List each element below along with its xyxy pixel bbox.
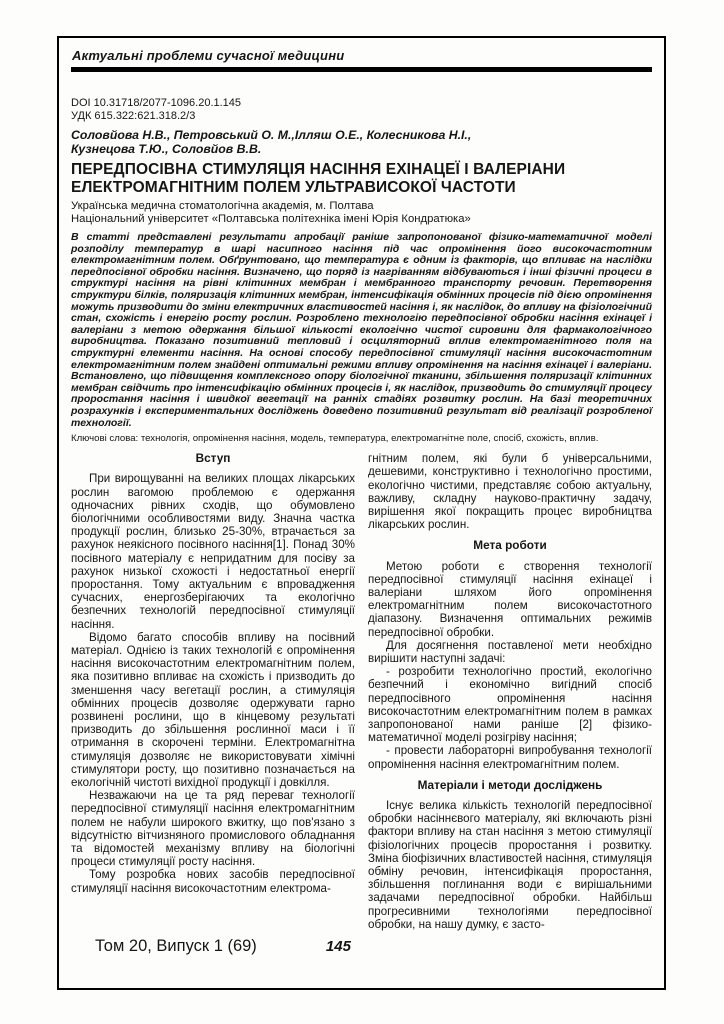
keywords-line: Ключові слова: технологія, опромінення насіння, модель, температура, електромагнітне поле, спосіб, схожість, вплив. <box>71 433 599 445</box>
section-heading-aim: Мета роботи <box>473 538 547 553</box>
journal-title: Актуальні проблеми сучасної медицини <box>72 48 345 63</box>
paragraph: Для досягнення поставленої мети необхідно вирішити наступні задачі: <box>368 638 652 665</box>
paragraph: Існує велика кількість технологій передпосівної обробки насіннєвого матеріалу, які включають різні фактори впливу на стан насіння з метою стимуляції фізіологічних процесів проростання і розвитку. Зміна біофізичних властивостей насіння, стимуляція обміну речовин, інтенсифікація проростання, збільшення поглинання води є вирішальними задачами передпосівної обробки. Найбільш прогресивними технологіями передпосівної обробки, на нашу думку, є засто- <box>368 798 652 931</box>
authors-line-2: Кузнецова Т.Ю., Соловйов В.В. <box>71 141 262 156</box>
right-column <box>368 452 652 931</box>
paragraph-continuation: гнітним полем, які були б універсальними, дешевими, конструктивно і технологічно простими, екологічно чистими, представляє собою актуальну, важливу, складну науково-практичну задачу, вирішення якої покращить процес виробництва лікарських рослин. <box>368 452 652 532</box>
affiliations <box>71 200 652 225</box>
journal-header <box>71 46 652 72</box>
udk-line: УДК 615.322:621.318.2/3 <box>71 110 196 122</box>
affiliation-line-1: Українська медична стоматологічна академія, м. Полтава <box>71 200 374 212</box>
page-frame <box>57 36 666 990</box>
authors-line-1: Соловйова Н.В., Петровський О. М.,Ілляш О.Е., Колесникова Н.І., <box>71 128 472 142</box>
paragraph: Відомо багато способів впливу на посівний матеріал. Однією із таких технологій є опромінення насіння високочастотним електромагнітним полем, яка позитивно впливає на схожість і призводить до зменшення часу вегетації рослин, а стимуляція обмінних процесів дозволяє одержувати гарно розвинені рослини, що в кінцевому результаті призводить до збільшення рослинної маси і її отримання в скорочені терміни. Електромагнітна стимуляція дозволяє не використовувати хімічні стимулятори росту, що позитивно позначається на екологічній чистоті вихідної продукції і довкілля. <box>71 630 355 789</box>
paragraph: Метою роботи є створення технології передпосівної стимуляції насіння ехінацеї і валеріани шляхом його опромінення електромагнітним полем високочастотного діапазону. Визначення оптимальних режимів передпосівної обробки. <box>368 559 652 639</box>
section-heading-intro: Вступ <box>195 451 231 466</box>
paragraph: - провести лабораторні випробування технології опромінення насіння електромагнітним полем. <box>368 744 652 771</box>
affiliation-line-2: Національний університет «Полтавська політехніка імені Юрія Кондратюка» <box>71 212 471 225</box>
authors <box>71 129 652 156</box>
volume-label: Том 20, Випуск 1 (69) <box>95 937 257 955</box>
page-footer <box>73 937 650 956</box>
article-title-line-1: ПЕРЕДПОСІВНА СТИМУЛЯЦІЯ НАСІННЯ ЕХІНАЦЕЇ І ВАЛЕРІАНИ <box>71 161 566 178</box>
abstract-text: В статті представлені результати апробації раніше запропонованої фізико-математичної моделі розподілу температур в шарі насипного насіння під час опромінення його високочастотним електромагнітним полем. Обґрунтовано, що температура є одним із факторів, що впливає на наслідки передпосівної обробки насіння. Визначено, що поряд із нагріванням відбуваються і інші фізичні процеси в структурі насіння на рівні клітинних мембран і мембранного транспорту речовин. Перетворення структури білків, поляризація клітинних мембран, інтенсифікація обмінних процесів під дією опромінення можуть призводити до зміни електричних властивостей насіння і, як наслідок, до впливу на фізіологічний стан, схожість і енергію росту рослин. Розроблено технологію передпосівної обробки насіння ехінацеї і валеріани з метою одержання більшої кількості екологічно чистої сировини для фармакологічного виробництва. Показано позитивний тепловий і осциляторний вплив електромагнітного поля на структурні елементи насіння. На основі способу передпосівної стимуляції насіння високочастотним електромагнітним полем знайдені оптимальні режими впливу опромінення на насіння ехінацеї і валеріани. Встановлено, що підвищення комплексного опору біологічної тканини, збільшення поляризації клітинних мембран свідчить про інтенсифікацію обмінних процесів і, як наслідок, призводить до стимуляції процесу проростання насіння і швидкої вегетації на ранніх стадіях розвитку рослин. На базі теоретичних розрахунків і експериментальних досліджень доведено позитивний результат від реалізації розробленої технології. <box>71 231 652 429</box>
paragraph: При вирощуванні на великих площах лікарських рослин вагомою проблемою є одержання одночасних рівних сходів, що обумовлено біологічними особливостями виду. Значна частка продукції рослин, близько 25-30%, втрачається за рахунок неякісного посівного насіння[1]. Понад 30% посівного матеріалу є непридатним для посіву за рахунок низької схожості і недостатньої енергії проростання. Тому актуальним є впровадження сучасних, енергозберігаючих та екологічно безпечних технологій передпосівної стимуляції насіння. <box>71 472 355 631</box>
paragraph: Незважаючи на це та ряд переваг технології передпосівної стимуляції насіння електромагнітним полем не набули широкого вжитку, що пов'язано з відсутністю вітчизняного промислового обладнання та відомостей механізму впливу на біологічні процеси стимуляції росту насіння. <box>71 789 355 869</box>
left-column <box>71 452 355 931</box>
header-rule <box>71 67 652 72</box>
article-title-line-2: ЕЛЕКТРОМАГНІТНИМ ПОЛЕМ УЛЬТРАВИСОКОЇ ЧАСТОТИ <box>71 179 516 196</box>
page-number: 145 <box>325 938 351 955</box>
paragraph: - розробити технологічно простий, екологічно безпечний і економічно вигідний спосіб передпосівного опромінення насіння високочастотним електромагнітним полем в рамках запропонованої нами раніше [2] фізико-математичної моделі розігріву насіння; <box>368 665 652 745</box>
paragraph: Тому розробка нових засобів передпосівної стимуляції насіння високочастотним електрома- <box>71 868 355 895</box>
article-title <box>71 161 652 197</box>
body-columns <box>71 452 652 931</box>
section-heading-methods: Матеріали і методи досліджень <box>417 777 603 792</box>
doi-line: DOI 10.31718/2077-1096.20.1.145 <box>71 97 242 109</box>
article-meta <box>71 97 652 123</box>
